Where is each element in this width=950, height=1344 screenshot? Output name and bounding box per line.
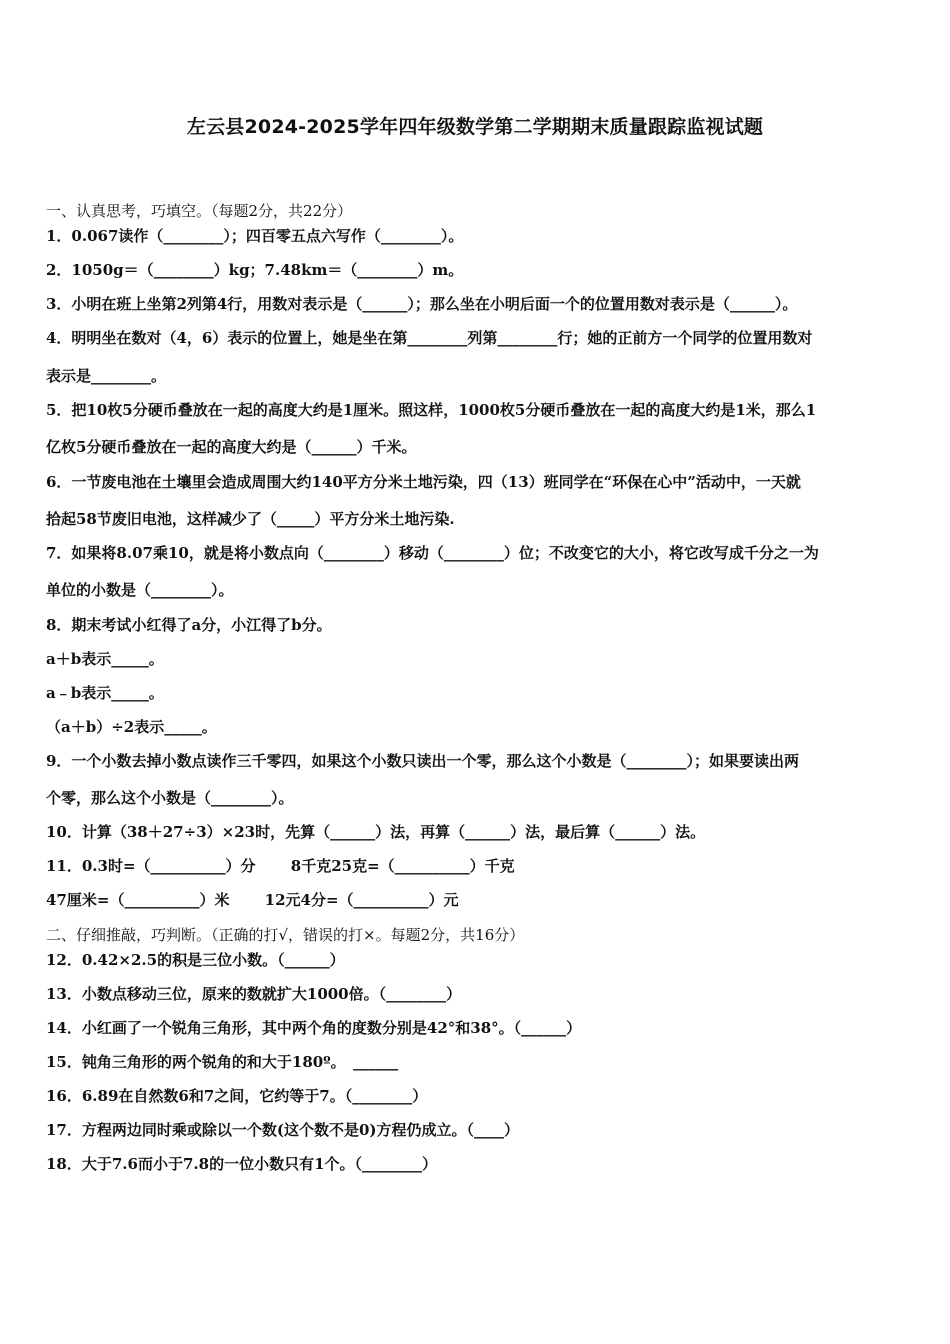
question-13: 13．小数点移动三位，原来的数就扩大1000倍。（________）	[46, 985, 462, 1003]
question-11-line-1: 11．0.3时=（__________）分 8千克25克=（__________）千克	[46, 857, 515, 875]
question-18: 18．大于7.6而小于7.8的一位小数只有1个。（________）	[46, 1155, 438, 1173]
question-9-line-1: 9．一个小数去掉小数点读作三千零四，如果这个小数只读出一个零，那么这个小数是（________）；如果要读出两	[46, 752, 799, 770]
question-9-line-2: 个零，那么这个小数是（________）。	[46, 789, 294, 807]
question-6-line-1: 6．一节废电池在土壤里会造成周围大约140平方分米土地污染，四（13）班同学在“环保在心中”活动中，一天就	[46, 473, 801, 491]
question-16: 16．6.89在自然数6和7之间，它约等于7。（________）	[46, 1087, 428, 1105]
exam-title: 左云县2024-2025学年四年级数学第二学期期末质量跟踪监视试题	[186, 116, 764, 138]
question-4-line-2: 表示是________。	[46, 367, 167, 385]
question-8-line-3: a﹣b表示_____。	[46, 684, 164, 702]
question-1: 1．0.067读作（________）；四百零五点六写作（________）。	[46, 227, 464, 245]
question-12: 12．0.42×2.5的积是三位小数。（______）	[46, 951, 345, 969]
question-7-line-1: 7．如果将8.07乘10，就是将小数点向（________）移动（________）位；不改变它的大小，将它改写成千分之一为	[46, 544, 819, 562]
question-8-line-2: a＋b表示_____。	[46, 650, 164, 668]
question-11-line-2: 47厘米=（__________）米 12元4分=（__________）元	[46, 891, 459, 909]
question-8-line-1: 8．期末考试小红得了a分，小江得了b分。	[46, 616, 332, 634]
section-2-heading: 二、仔细推敲，巧判断。（正确的打√，错误的打×。每题2分，共16分）	[46, 926, 525, 944]
question-2: 2．1050g＝（________）kg；7.48km＝（________）m。	[46, 261, 464, 279]
question-6-line-2: 拾起58节废旧电池，这样减少了（_____）平方分米土地污染.	[46, 510, 455, 528]
question-14: 14．小红画了一个锐角三角形，其中两个角的度数分别是42°和38°。（______）	[46, 1019, 582, 1037]
question-10: 10．计算（38＋27÷3）×23时，先算（______）法，再算（______）法，最后算（______）法。	[46, 823, 706, 841]
section-1-heading: 一、认真思考，巧填空。（每题2分，共22分）	[46, 202, 353, 220]
question-5-line-1: 5．把10枚5分硬币叠放在一起的高度大约是1厘米。照这样，1000枚5分硬币叠放在一起的高度大约是1米，那么1	[46, 401, 817, 419]
question-17: 17．方程两边同时乘或除以一个数(这个数不是0)方程仍成立。（____）	[46, 1121, 520, 1139]
question-15: 15．钝角三角形的两个锐角的和大于180º。 ______	[46, 1053, 399, 1071]
question-4-line-1: 4．明明坐在数对（4，6）表示的位置上，她是坐在第________列第________行；她的正前方一个同学的位置用数对	[46, 329, 813, 347]
question-7-line-2: 单位的小数是（________）。	[46, 581, 234, 599]
question-5-line-2: 亿枚5分硬币叠放在一起的高度大约是（______）千米。	[46, 438, 417, 456]
question-8-line-4: （a＋b）÷2表示_____。	[46, 718, 217, 736]
question-3: 3．小明在班上坐第2列第4行，用数对表示是（______）；那么坐在小明后面一个的位置用数对表示是（______）。	[46, 295, 798, 313]
